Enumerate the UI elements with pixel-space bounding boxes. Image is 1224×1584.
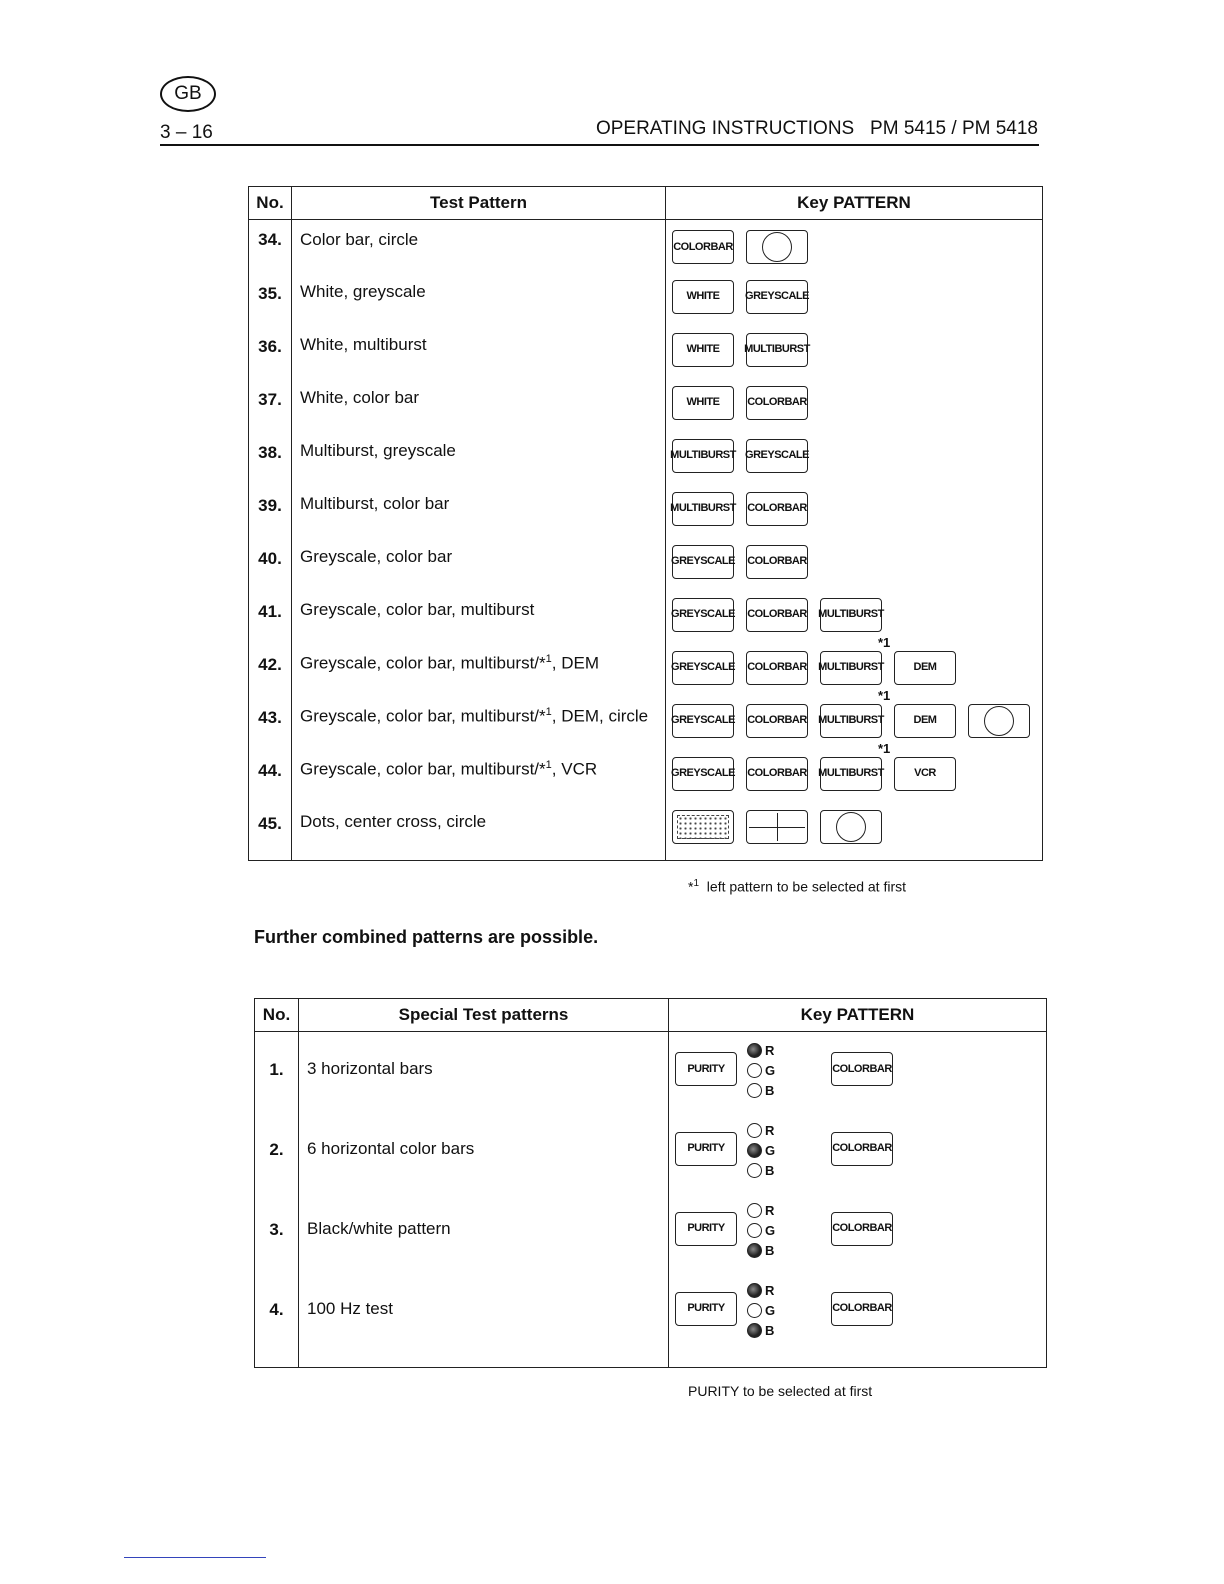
multi-key <box>820 651 882 685</box>
grey-key <box>746 439 808 473</box>
footnote-text: left pattern to be selected at first <box>706 878 907 895</box>
empty-circle-icon <box>747 1303 762 1318</box>
purity-key <box>675 1132 737 1166</box>
circle-icon <box>836 812 866 842</box>
white-key <box>672 333 734 367</box>
rgb-selector <box>747 1282 807 1339</box>
rgb-item-g <box>747 1142 807 1159</box>
color-key <box>831 1212 893 1246</box>
color-key <box>831 1132 893 1166</box>
key-sequence <box>675 1122 1046 1179</box>
row-description <box>292 645 666 698</box>
key-sequence <box>675 1043 1046 1099</box>
row-description <box>292 327 666 380</box>
key-label: BAR <box>869 1302 892 1314</box>
rgb-item-g <box>747 1062 807 1079</box>
vcr-key <box>894 757 956 791</box>
key-label: MULTI <box>744 343 775 355</box>
key-label: GREY <box>671 767 701 779</box>
row-description <box>292 751 666 804</box>
white-key <box>672 386 734 420</box>
filled-circle-icon <box>747 1143 762 1158</box>
purity-key <box>675 1052 737 1086</box>
key-pattern-cell <box>669 1192 1047 1272</box>
key-label: SCALE <box>700 661 735 673</box>
description-text: Multiburst, color bar <box>300 493 450 513</box>
key-label: MULTI <box>818 767 849 779</box>
key-label: BAR <box>784 608 807 620</box>
key-label: SCALE <box>700 767 735 779</box>
key-label: BURST <box>848 714 884 726</box>
key-label: BAR <box>784 767 807 779</box>
rgb-label: R <box>765 1122 775 1138</box>
column-header-key-pattern: Key PATTERN <box>669 999 1047 1032</box>
column-header-key-pattern: Key PATTERN <box>666 187 1043 220</box>
key-sequence <box>672 280 1042 314</box>
description-sup: 1 <box>545 705 552 718</box>
table-row <box>249 539 1043 592</box>
row-description: 6 horizontal color bars <box>299 1112 669 1192</box>
empty-circle-icon <box>747 1083 762 1098</box>
row-number: 1. <box>255 1032 299 1112</box>
row-number: 2. <box>255 1112 299 1192</box>
multi-key <box>820 704 882 738</box>
page-title: OPERATING INSTRUCTIONS PM 5415 / PM 5418 <box>595 118 1038 139</box>
key-label: BAR <box>784 714 807 726</box>
key-label: GREY <box>745 290 775 302</box>
filled-circle-icon <box>747 1243 762 1258</box>
key-label: MULTI <box>670 502 701 514</box>
key-sequence <box>671 740 1042 791</box>
rgb-label: G <box>765 1222 776 1238</box>
key-pattern-cell <box>669 1032 1047 1112</box>
row-number: 36. <box>249 327 292 380</box>
key-label: MULTI <box>818 714 849 726</box>
color-key <box>746 386 808 420</box>
rgb-item-b <box>747 1082 807 1099</box>
rgb-label: R <box>765 1043 775 1058</box>
multi-key <box>820 598 882 632</box>
center-cross-icon <box>749 813 805 841</box>
key-label: PURITY <box>687 1142 725 1154</box>
key-pattern-cell <box>666 539 1043 592</box>
grey-key <box>672 545 734 579</box>
description-tail: , DEM <box>551 653 600 673</box>
color-key <box>746 545 808 579</box>
row-description <box>292 380 666 433</box>
table-row <box>255 1032 1047 1112</box>
description-tail: , DEM, circle <box>551 706 649 726</box>
key-label: COLOR <box>747 502 785 514</box>
description-tail: , VCR <box>551 759 598 779</box>
filled-circle-icon <box>747 1283 762 1298</box>
page-number: 3 – 16 <box>160 122 213 143</box>
rgb-item-r <box>747 1282 807 1299</box>
dots-icon <box>677 815 729 839</box>
key-label: BURST <box>848 661 884 673</box>
row-number: 4. <box>255 1272 299 1368</box>
dots-key <box>672 810 734 844</box>
description-text: White, greyscale <box>300 281 426 301</box>
language-badge <box>160 76 216 112</box>
key-sequence <box>672 492 1042 526</box>
grey-key <box>746 280 808 314</box>
grey-key <box>672 757 734 791</box>
key-pattern-cell <box>666 687 1043 751</box>
key-pattern-cell <box>666 380 1043 433</box>
key-pattern-cell <box>666 486 1043 539</box>
description-text: Multiburst, greyscale <box>300 440 456 460</box>
row-number: 35. <box>249 274 292 327</box>
column-header-no: No. <box>255 999 299 1032</box>
rgb-item-g <box>747 1302 807 1319</box>
key-pattern-cell <box>666 804 1043 861</box>
multi-key <box>746 333 808 367</box>
key-label: COLOR <box>747 714 785 726</box>
color-key <box>746 651 808 685</box>
key-label: SCALE <box>774 449 809 461</box>
rgb-label: B <box>765 1242 775 1258</box>
color-key <box>672 230 734 264</box>
row-number: 39. <box>249 486 292 539</box>
key-pattern-cell <box>666 220 1043 274</box>
key-pattern-cell <box>666 274 1043 327</box>
note-mark: *1 <box>878 687 891 703</box>
key-pattern-cell <box>666 634 1043 698</box>
row-description <box>292 539 666 592</box>
key-label: BAR <box>784 396 807 408</box>
language-badge-label: GB <box>174 83 202 104</box>
table-row <box>249 274 1043 327</box>
row-number: 38. <box>249 433 292 486</box>
rgb-selector <box>747 1122 807 1179</box>
color-key <box>746 704 808 738</box>
row-description <box>292 274 666 327</box>
color-key <box>831 1052 893 1086</box>
key-label: BAR <box>869 1142 892 1154</box>
rgb-item-r <box>747 1202 807 1219</box>
key-label: BURST <box>848 608 884 620</box>
key-label: COLOR <box>673 240 711 253</box>
rgb-label: R <box>765 1282 775 1298</box>
key-label: GREY <box>671 714 701 726</box>
table-row <box>249 592 1043 645</box>
rgb-label: G <box>765 1302 776 1318</box>
key-label: BURST <box>848 767 884 779</box>
key-label: GREY <box>671 555 701 567</box>
rgb-item-b <box>747 1162 807 1179</box>
key-label: PURITY <box>687 1222 725 1234</box>
rgb-label: B <box>765 1322 775 1338</box>
key-label: SCALE <box>700 555 735 567</box>
description-text: Greyscale, color bar, multiburst <box>300 599 535 619</box>
key-label: COLOR <box>747 608 785 620</box>
rgb-label: G <box>765 1142 776 1158</box>
row-number: 44. <box>249 751 292 804</box>
color-key <box>831 1292 893 1326</box>
purity-key <box>675 1292 737 1326</box>
description-text: Color bar, circle <box>300 230 419 249</box>
key-sequence <box>675 1202 1046 1259</box>
further-patterns-heading: Further combined patterns are possible. <box>254 927 599 947</box>
circle-icon <box>984 706 1014 736</box>
row-number: 40. <box>249 539 292 592</box>
table-row <box>249 327 1043 380</box>
rgb-item-g <box>747 1222 807 1239</box>
bottom-link-line <box>124 1557 266 1558</box>
key-label: MULTI <box>670 449 701 461</box>
key-label: COLOR <box>747 396 785 408</box>
filled-circle-icon <box>747 1043 762 1058</box>
footnote-mark: * <box>688 878 694 895</box>
key-sequence <box>672 598 1042 632</box>
table-row <box>249 433 1043 486</box>
table-row <box>249 698 1043 751</box>
row-number: 42. <box>249 645 292 698</box>
key-label: COLOR <box>832 1222 870 1234</box>
column-header-test-pattern: Test Pattern <box>292 187 666 220</box>
row-description: 3 horizontal bars <box>299 1032 669 1112</box>
key-label: BURST <box>774 343 810 355</box>
rgb-item-b <box>747 1322 807 1339</box>
description-text: Greyscale, color bar, multiburst/* <box>300 706 546 726</box>
special-test-pattern-table <box>254 998 1047 1368</box>
key-sequence <box>672 333 1042 367</box>
dem-key <box>894 651 956 685</box>
rgb-label: B <box>765 1162 775 1178</box>
row-description <box>292 592 666 645</box>
note-mark: *1 <box>878 634 891 650</box>
key-pattern-cell <box>666 433 1043 486</box>
table-row <box>249 645 1043 698</box>
key-label: COLOR <box>747 661 785 673</box>
row-number: 41. <box>249 592 292 645</box>
footnote-sup: 1 <box>693 878 700 889</box>
dem-key <box>894 704 956 738</box>
color-key <box>746 757 808 791</box>
description-text: Dots, center cross, circle <box>300 811 487 831</box>
key-label: DEM <box>913 661 937 673</box>
empty-circle-icon <box>747 1223 762 1238</box>
footnote-first-selection <box>688 878 906 895</box>
key-label: COLOR <box>832 1142 870 1154</box>
filled-circle-icon <box>747 1323 762 1338</box>
table-row <box>255 1272 1047 1368</box>
column-header-no: No. <box>249 187 292 220</box>
purity-key <box>675 1212 737 1246</box>
rgb-item-r <box>747 1122 807 1139</box>
key-sequence <box>672 439 1042 473</box>
key-label: SCALE <box>774 290 809 302</box>
table-row <box>249 220 1043 274</box>
row-description <box>292 698 666 751</box>
center-cross-key <box>746 810 808 844</box>
key-pattern-cell <box>666 740 1043 804</box>
row-description: Black/white pattern <box>299 1192 669 1272</box>
color-key <box>746 492 808 526</box>
key-label: GREY <box>671 608 701 620</box>
description-text: Greyscale, color bar <box>300 546 453 566</box>
key-label: BURST <box>700 502 736 514</box>
key-label: VCR <box>914 767 936 779</box>
key-label: SCALE <box>700 608 735 620</box>
description-sup: 1 <box>545 758 552 771</box>
key-label: BAR <box>869 1222 892 1234</box>
rgb-selector <box>747 1042 807 1099</box>
empty-circle-icon <box>747 1063 762 1078</box>
description-text: Greyscale, color bar, multiburst/* <box>300 759 546 779</box>
header-divider <box>160 144 1039 146</box>
circle-key <box>968 704 1030 738</box>
table-row <box>249 751 1043 804</box>
white-key <box>672 280 734 314</box>
circle-key <box>820 810 882 844</box>
table-row <box>249 486 1043 539</box>
rgb-label: G <box>765 1063 776 1078</box>
table-row <box>255 1192 1047 1272</box>
key-label: MULTI <box>818 661 849 673</box>
empty-circle-icon <box>747 1123 762 1138</box>
row-number: 37. <box>249 380 292 433</box>
table-row <box>249 804 1043 861</box>
rgb-item-r <box>747 1042 807 1059</box>
color-key <box>746 598 808 632</box>
key-label: WHITE <box>686 290 720 302</box>
key-label: BURST <box>700 449 736 461</box>
multi-key <box>820 757 882 791</box>
empty-circle-icon <box>747 1203 762 1218</box>
rgb-item-b <box>747 1242 807 1259</box>
footnote-purity: PURITY to be selected at first <box>688 1383 873 1399</box>
key-pattern-cell <box>669 1112 1047 1192</box>
key-label: DEM <box>913 714 937 726</box>
row-description <box>292 220 666 274</box>
note-mark: *1 <box>878 740 891 756</box>
key-label: BAR <box>784 661 807 673</box>
key-label: COLOR <box>747 555 785 567</box>
row-number: 45. <box>249 804 292 861</box>
key-sequence <box>675 1282 1046 1339</box>
description-text: White, multiburst <box>300 334 427 354</box>
key-pattern-cell <box>669 1272 1047 1368</box>
key-label: BAR <box>869 1062 892 1075</box>
description-sup: 1 <box>545 652 552 665</box>
rgb-label: R <box>765 1202 775 1218</box>
multi-key <box>672 492 734 526</box>
column-header-special-test-patterns: Special Test patterns <box>299 999 669 1032</box>
row-number: 3. <box>255 1192 299 1272</box>
rgb-selector <box>747 1202 807 1259</box>
grey-key <box>672 704 734 738</box>
key-label: COLOR <box>832 1062 870 1075</box>
key-pattern-cell <box>666 592 1043 645</box>
key-pattern-cell <box>666 327 1043 380</box>
key-label: BAR <box>710 240 733 253</box>
multi-key <box>672 439 734 473</box>
row-description <box>292 433 666 486</box>
row-number: 34. <box>249 220 292 274</box>
key-label: BAR <box>784 502 807 514</box>
key-label: WHITE <box>686 396 720 408</box>
key-label: MULTI <box>818 608 849 620</box>
key-label: WHITE <box>686 343 720 355</box>
key-label: PURITY <box>687 1062 725 1075</box>
description-text: Greyscale, color bar, multiburst/* <box>300 653 546 673</box>
key-sequence <box>672 810 1042 844</box>
grey-key <box>672 651 734 685</box>
grey-key <box>672 598 734 632</box>
key-label: SCALE <box>700 714 735 726</box>
table-row <box>255 1112 1047 1192</box>
row-description <box>292 486 666 539</box>
key-sequence <box>672 386 1042 420</box>
table-row <box>249 380 1043 433</box>
key-label: GREY <box>671 661 701 673</box>
description-text: White, color bar <box>300 387 420 407</box>
key-label: PURITY <box>687 1302 725 1314</box>
key-label: COLOR <box>747 767 785 779</box>
circle-key <box>746 230 808 264</box>
key-label: GREY <box>745 449 775 461</box>
circle-icon <box>762 232 792 262</box>
key-label: BAR <box>784 555 807 567</box>
key-sequence <box>671 687 1042 738</box>
test-pattern-table <box>248 186 1043 861</box>
key-label: COLOR <box>832 1302 870 1314</box>
empty-circle-icon <box>747 1163 762 1178</box>
key-sequence <box>671 634 1042 685</box>
row-number: 43. <box>249 698 292 751</box>
row-description <box>292 804 666 861</box>
row-description: 100 Hz test <box>299 1272 669 1368</box>
key-sequence <box>672 545 1042 579</box>
rgb-label: B <box>765 1083 775 1098</box>
key-sequence <box>672 230 1042 264</box>
